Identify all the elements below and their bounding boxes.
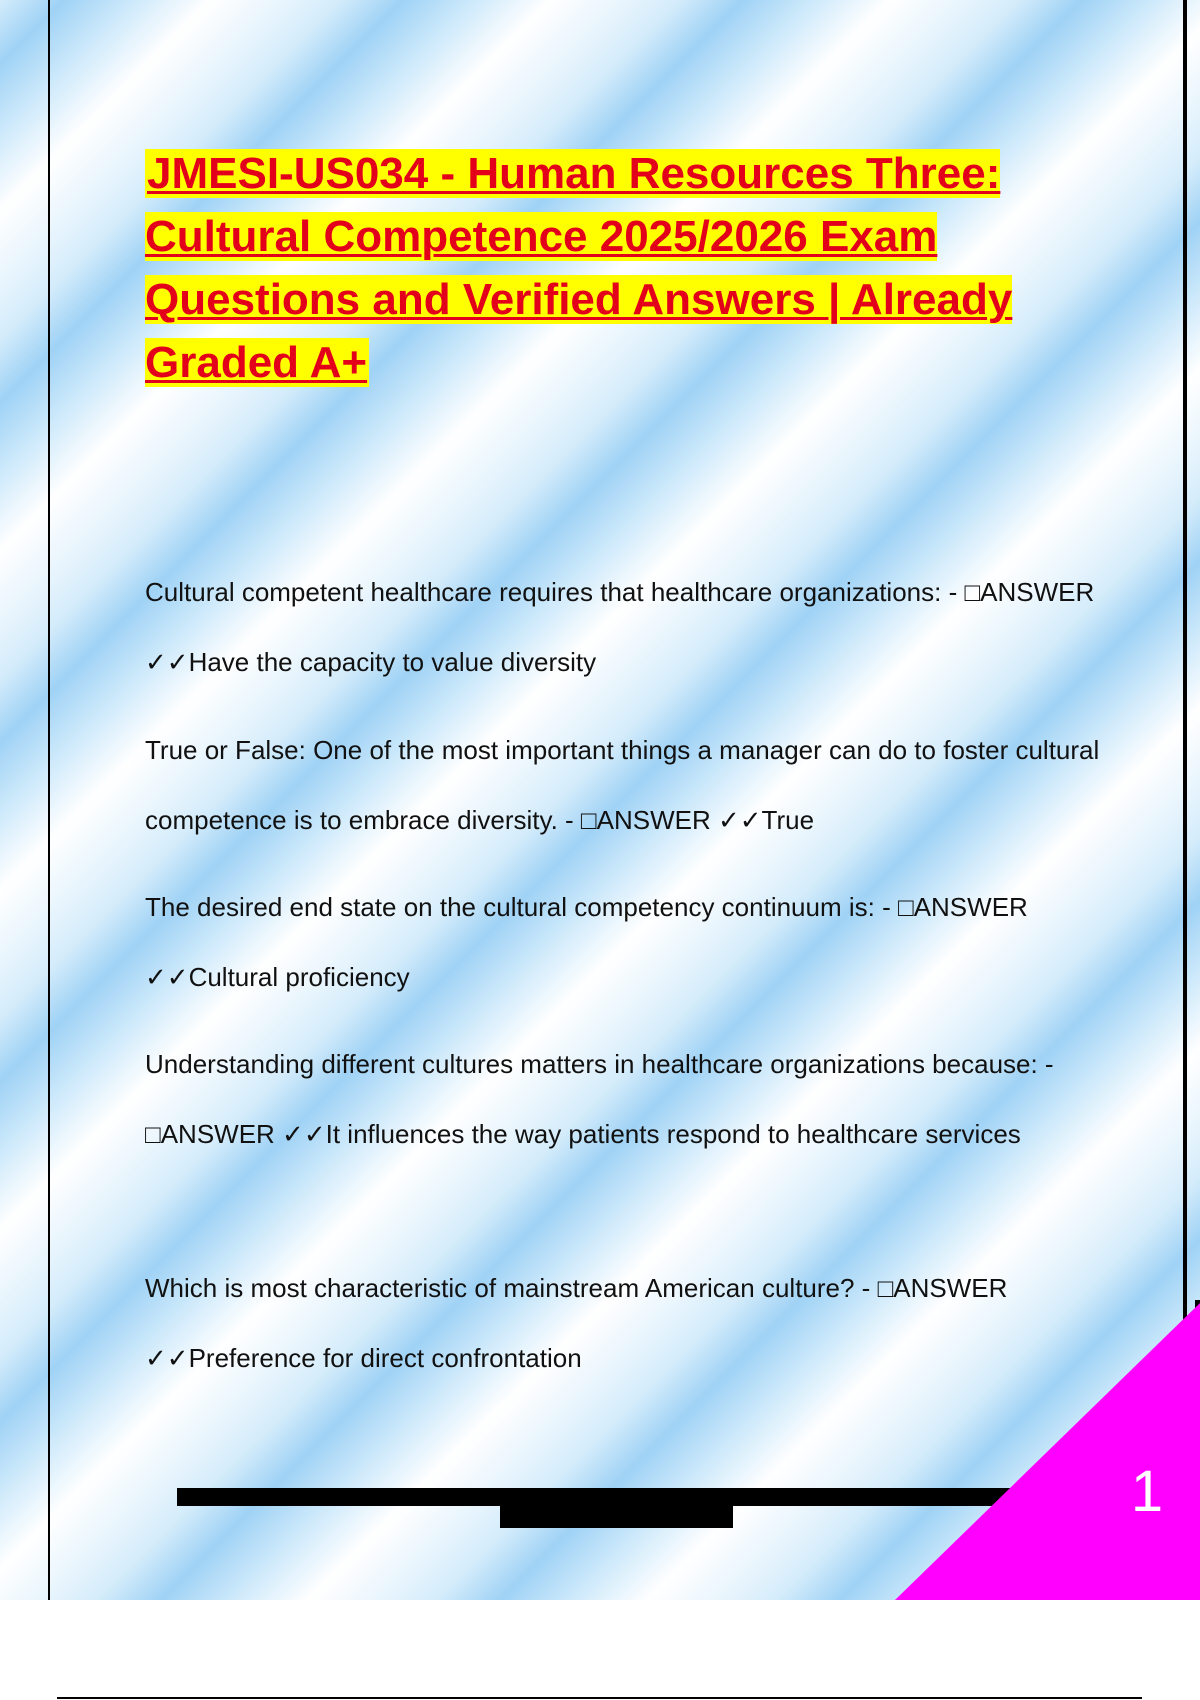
document-title-text: JMESI-US034 - Human Resources Three: Cultural Competence 2025/2026 Exam Questions and Verified Answers | Already Graded A+: [145, 149, 1013, 387]
question-text: The desired end state on the cultural competency continuum is: -: [145, 892, 891, 922]
document-title: [145, 142, 1095, 394]
qa-item-5: [145, 1253, 1105, 1393]
page-border-left: [48, 0, 50, 1600]
question-text: Cultural competent healthcare requires that healthcare organizations: -: [145, 577, 958, 607]
qa-item-4: [145, 1029, 1105, 1169]
qa-item-2: [145, 715, 1105, 855]
page-number: 1: [1130, 1459, 1164, 1524]
answer-text: □ANSWER ✓✓Cultural proficiency: [145, 892, 1028, 992]
answer-text: □ANSWER ✓✓Preference for direct confrontation: [145, 1273, 1008, 1373]
answer-text: □ANSWER ✓✓Have the capacity to value diversity: [145, 577, 1095, 677]
bottom-rule: [57, 1697, 1142, 1699]
question-text: Which is most characteristic of mainstream American culture? -: [145, 1273, 871, 1303]
answer-text: □ANSWER ✓✓It influences the way patients respond to healthcare services: [145, 1119, 1021, 1149]
answer-text: □ANSWER ✓✓True: [580, 805, 815, 835]
footer-bar-tab: [500, 1500, 733, 1528]
qa-item-1: [145, 557, 1105, 697]
question-text: True or False: One of the most important things a manager can do to foster cultural competence is to embrace diversity. -: [145, 735, 1100, 835]
question-text: Understanding different cultures matters in healthcare organizations because: -: [145, 1049, 1054, 1079]
qa-item-3: [145, 872, 1105, 1012]
